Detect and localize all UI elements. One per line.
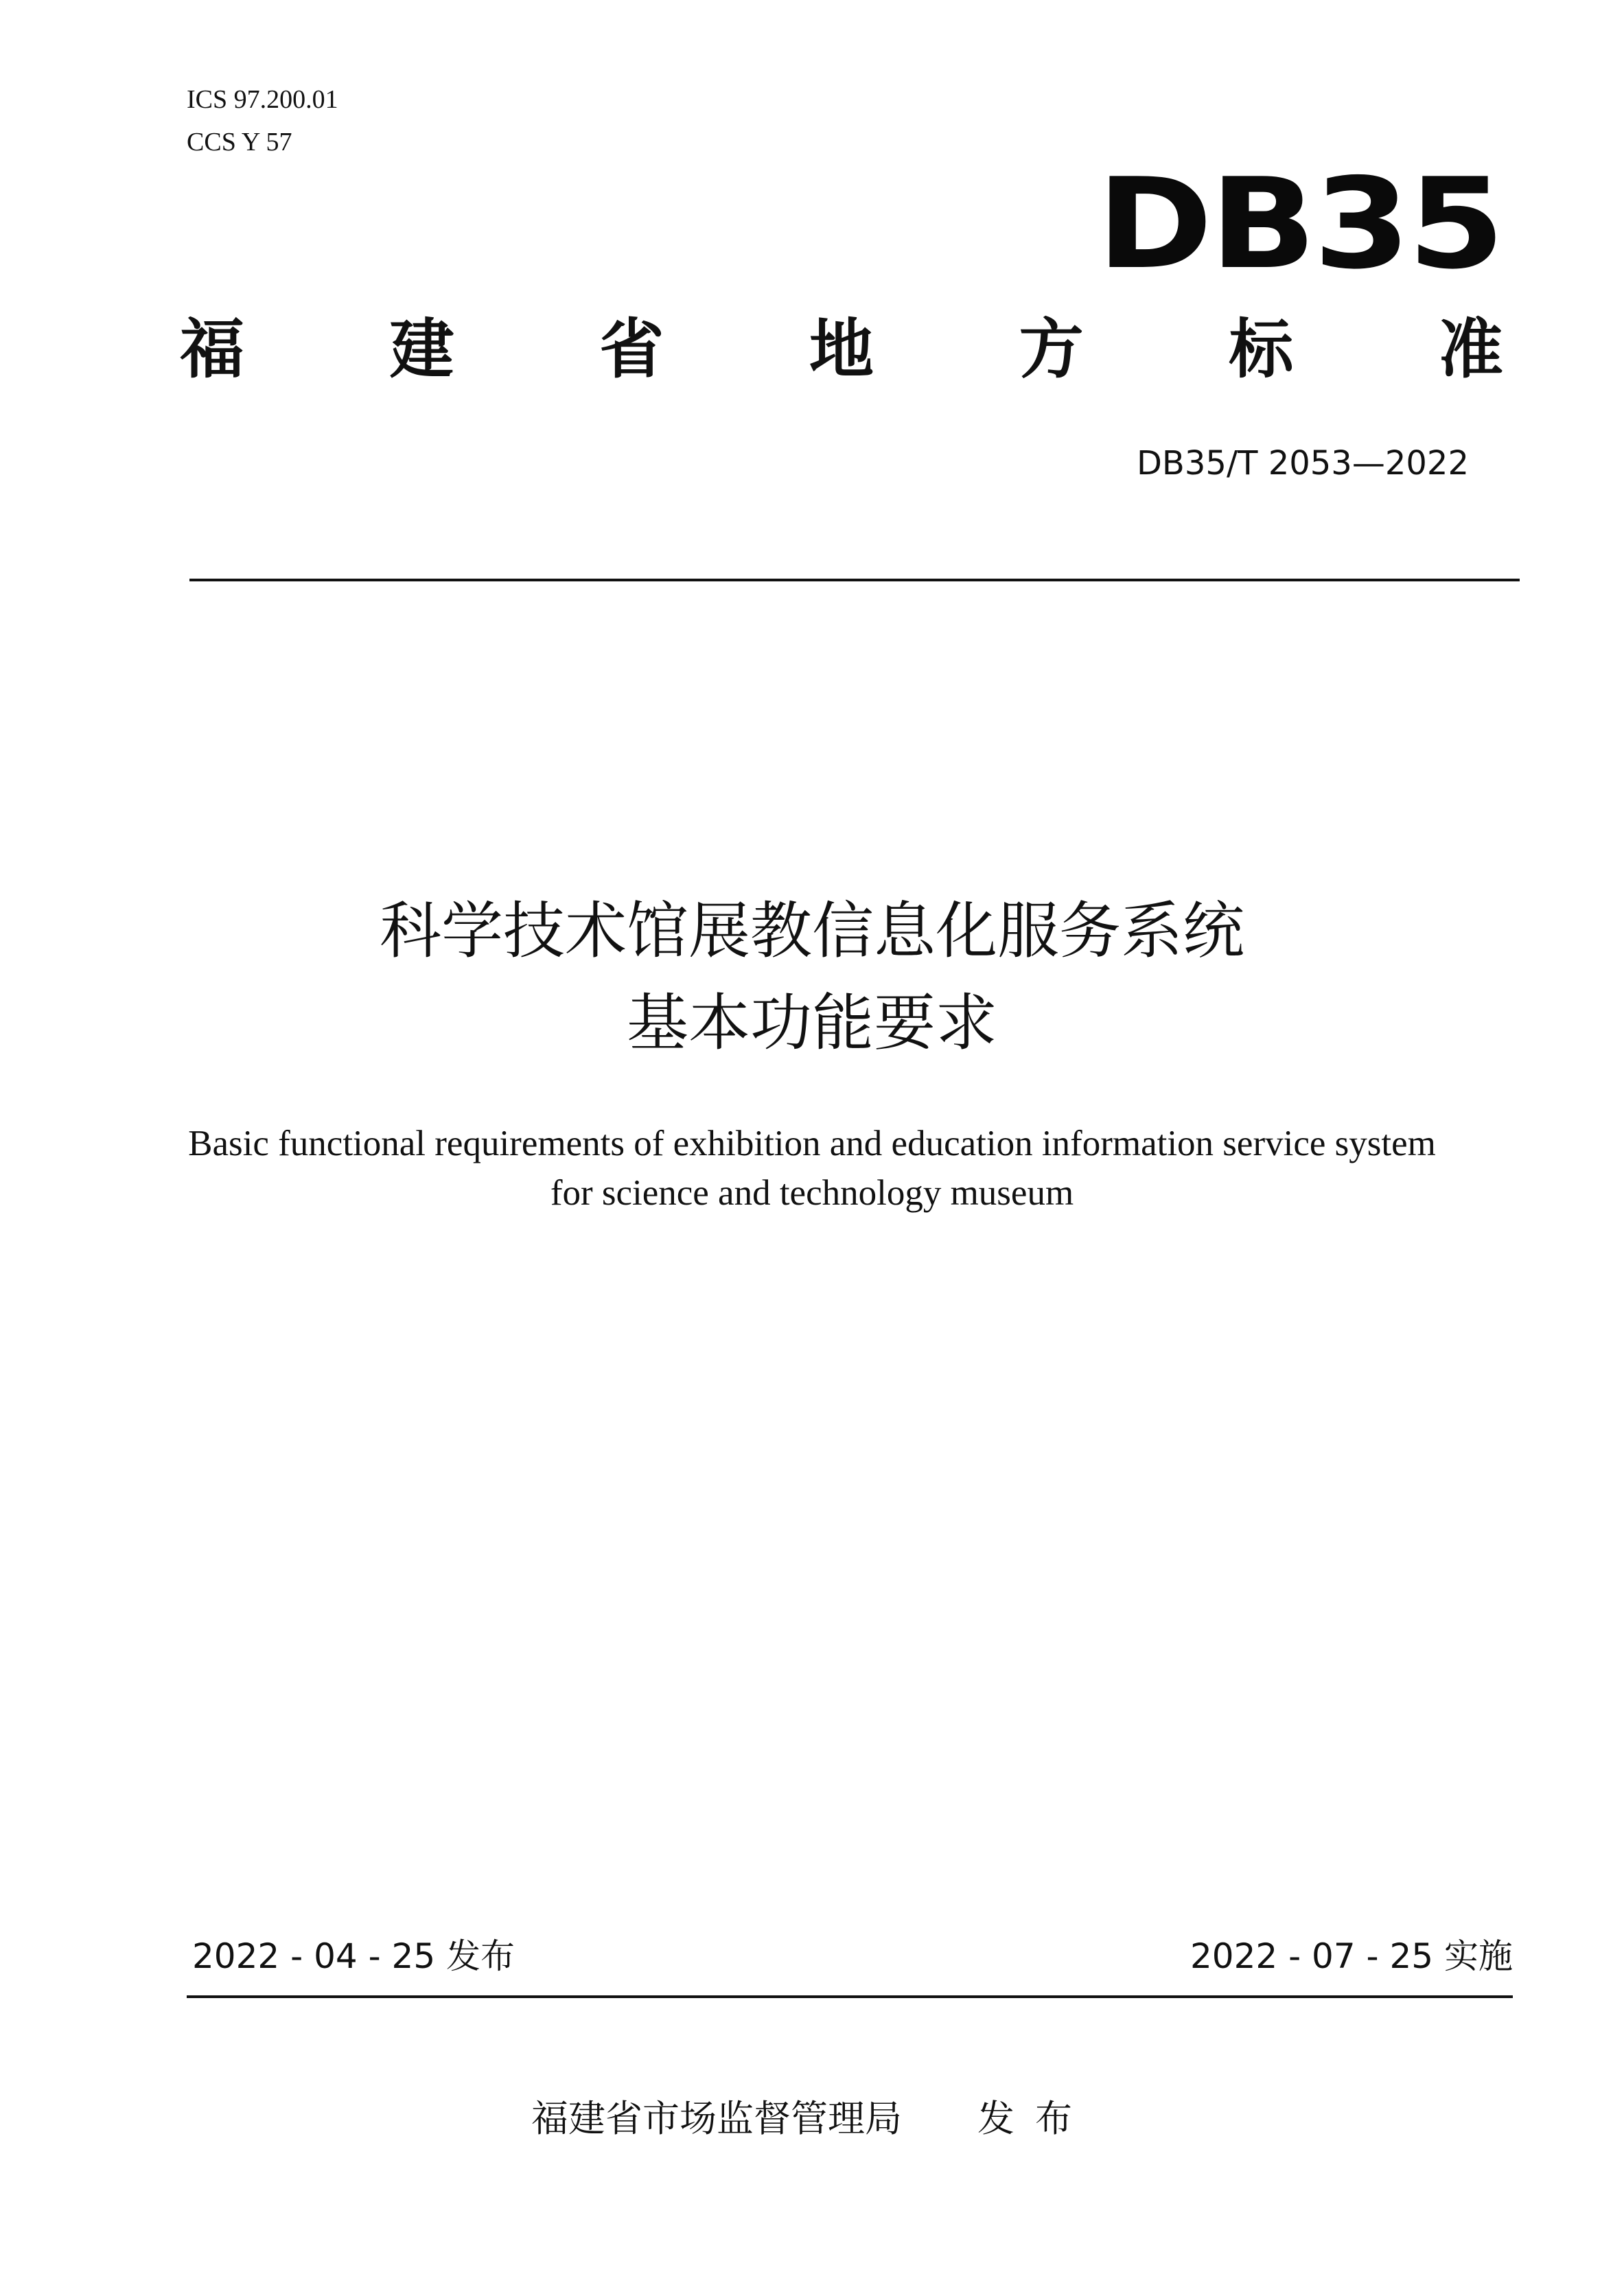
- authority-name: 福建省市场监督管理局: [531, 2097, 902, 2140]
- chinese-title: [0, 885, 1624, 1069]
- standard-type-heading: [180, 312, 1503, 388]
- db35-logo: DB35: [1096, 151, 1502, 297]
- standard-type-char: 准: [1438, 312, 1503, 387]
- ics-code: ICS 97.200.01: [187, 85, 338, 114]
- chinese-title-line-2: 基本功能要求: [627, 987, 997, 1059]
- english-title-line-1: Basic functional requirements of exhibition and education information service system: [188, 1124, 1436, 1163]
- top-divider: [189, 579, 1520, 581]
- english-title-line-2: for science and technology museum: [550, 1173, 1074, 1213]
- standard-type-char: 标: [1229, 312, 1294, 387]
- standard-type-char: 省: [599, 312, 664, 387]
- issue-action: 发布: [977, 2097, 1093, 2140]
- chinese-title-line-1: 科学技术馆展教信息化服务系统: [380, 895, 1244, 967]
- standard-type-char: 方: [1019, 312, 1084, 387]
- standard-type-char: 福: [180, 312, 245, 387]
- issuing-authority: [0, 2095, 1624, 2143]
- implementation-date: 2022 - 07 - 25 实施: [1190, 1936, 1513, 1976]
- standard-type-char: 地: [809, 312, 874, 387]
- ccs-code: CCS Y 57: [187, 128, 292, 156]
- english-title: [0, 1119, 1624, 1218]
- bottom-divider: [187, 1995, 1513, 1998]
- issue-date: 2022 - 04 - 25 发布: [192, 1936, 515, 1976]
- standard-number: DB35/T 2053—2022: [1136, 444, 1469, 483]
- standard-type-char: 建: [389, 312, 454, 387]
